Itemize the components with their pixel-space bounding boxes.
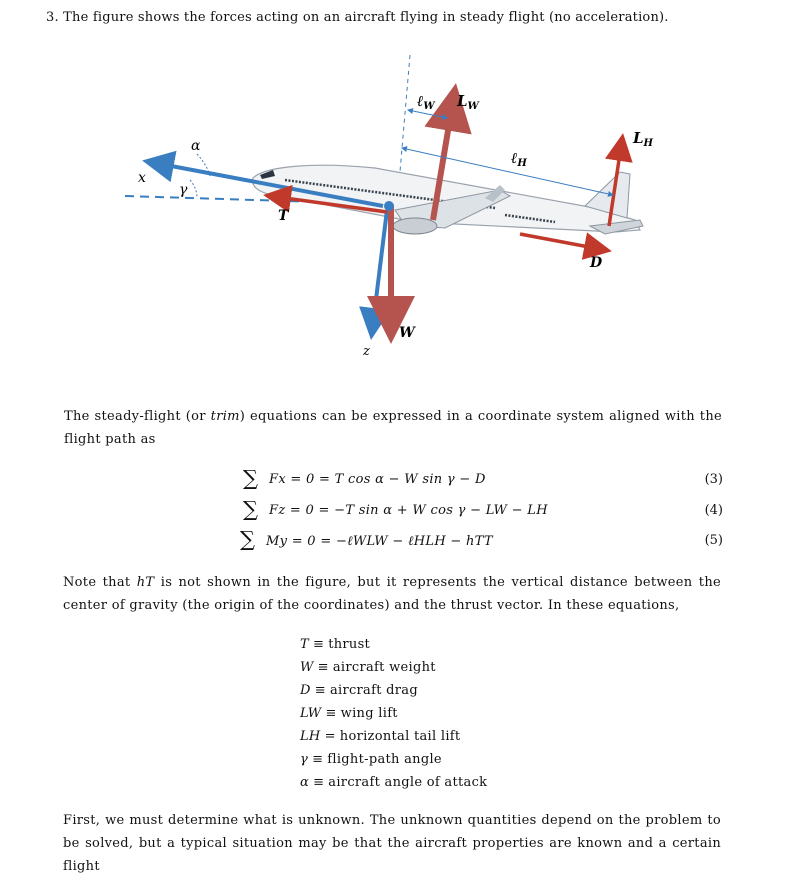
- weight-label: W: [399, 325, 415, 341]
- equation-row: [243, 466, 723, 492]
- definition-item: γ ≡ flight-path angle: [300, 752, 442, 767]
- equation-number: (4): [704, 503, 723, 518]
- lw-label: ℓ$_W$: [417, 92, 435, 112]
- summation-symbol: ∑: [243, 466, 258, 490]
- thrust-label: T: [278, 208, 289, 224]
- definition-item: D ≡ aircraft drag: [300, 683, 418, 698]
- definition-item: LW ≡ wing lift: [300, 706, 398, 721]
- definition-item: W ≡ aircraft weight: [300, 660, 436, 675]
- alpha-label: α: [191, 138, 201, 154]
- equation-number: (5): [704, 533, 723, 548]
- problem-number: 3.: [46, 10, 59, 25]
- aircraft-illustration: [253, 165, 643, 234]
- gamma-label: γ: [179, 182, 188, 198]
- problem-text: The figure shows the forces acting on an aircraft flying in steady flight (no acceleration).: [63, 10, 669, 25]
- summation-symbol: ∑: [240, 527, 255, 551]
- aircraft-force-diagram: [115, 50, 675, 375]
- unknowns-paragraph: First, we must determine what is unknown. The unknown quantities depend on the problem to be solved, but a typical situation may be that the aircraft properties are known and a certain flight: [63, 813, 721, 874]
- drag-arrow: [520, 234, 605, 250]
- problem-statement: [46, 10, 766, 25]
- trim-word: trim: [210, 409, 240, 424]
- note-paragraph: Note that hT is not shown in the figure, but it represents the vertical distance between the center of gravity (the origin of the coordinates) and the thrust vector. In these equations,: [63, 575, 721, 613]
- Lw-label: $L_W$: [457, 92, 479, 112]
- equation-expression: Fx = 0 = T cos α − W sin γ − D: [269, 472, 486, 487]
- center-of-gravity: [384, 201, 394, 211]
- trim-paragraph: The steady-flight (or trim) equations can be expressed in a coordinate system aligned with the flight path as: [64, 409, 722, 447]
- equation-row: [240, 527, 723, 553]
- definition-item: LH = horizontal tail lift: [300, 729, 461, 744]
- gamma-angle-arc: [190, 180, 197, 198]
- equation-row: [243, 497, 723, 523]
- equation-number: (3): [704, 472, 723, 487]
- LH-label: $L_H$: [633, 129, 653, 149]
- summation-symbol: ∑: [243, 497, 258, 521]
- definition-item: α ≡ aircraft angle of attack: [300, 775, 488, 790]
- definition-item: T ≡ thrust: [300, 637, 371, 652]
- drag-label: D: [590, 255, 603, 271]
- equation-expression: My = 0 = −ℓWLW − ℓHLH − hTT: [266, 534, 493, 549]
- ht-symbol: hT: [136, 575, 155, 590]
- x-axis-label: x: [138, 170, 146, 186]
- z-axis-arrow: [372, 210, 387, 332]
- z-axis-label: z: [363, 344, 370, 359]
- equation-expression: Fz = 0 = −T sin α + W cos γ − LW − LH: [269, 503, 548, 518]
- lh-label: ℓ$_H$: [511, 149, 527, 169]
